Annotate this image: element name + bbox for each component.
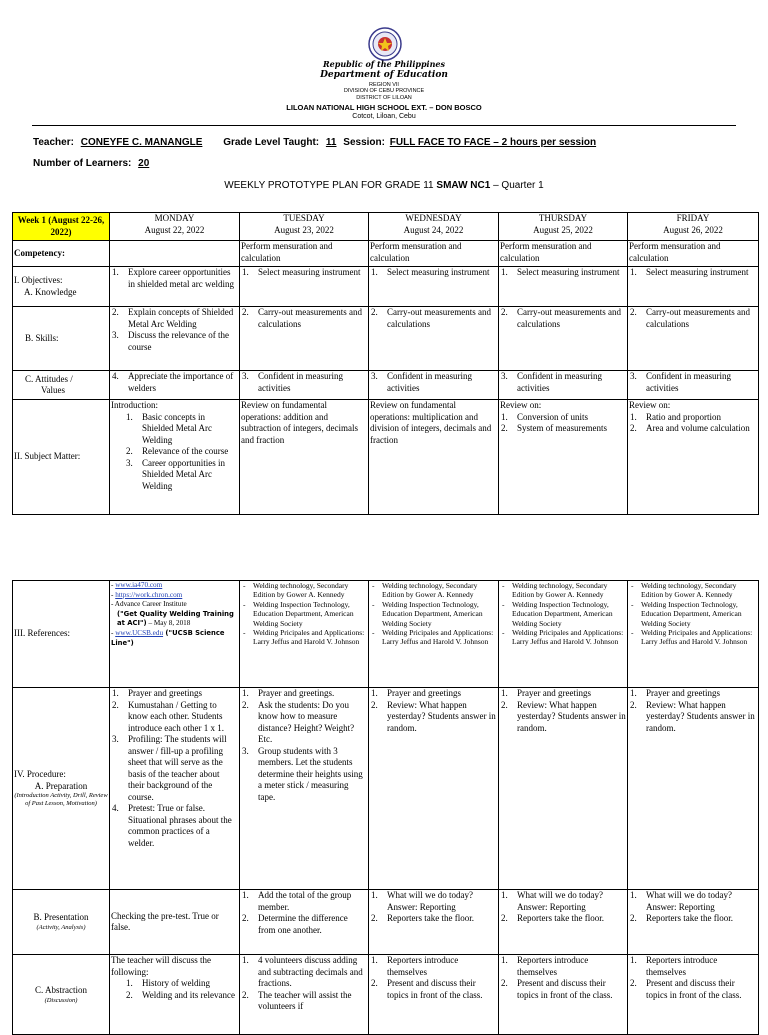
- skills-cell: 2. Carry-out measurements and calculations: [240, 307, 369, 371]
- reference-book: Welding Pricipales and Applications: Larry Jeffus and Harold V. Johnson: [512, 628, 624, 647]
- subject-friday: Review on: 1. Ratio and proportion 2. Area and volume calculation: [628, 400, 759, 515]
- reference-book: Welding technology, Secondary Edition by Gower A. Kennedy: [253, 581, 349, 600]
- preparation-monday: 1. Prayer and greetings 2. Kumustahan / Getting to know each other. Students introduce each other 1 x 1. 3. Profiling: The students will answer / fill-up a profiling sheet that will serve as the basis of the teacher about their background of the course. 4. Pretest: True or false. Situational phrases about the common practices of a welder.: [110, 688, 240, 890]
- plan-table-1: [12, 212, 759, 515]
- day-date: August 23, 2022: [274, 224, 334, 235]
- preparation-item: Review: What happen yesterday? Students answer in random.: [387, 699, 496, 733]
- abstraction-monday: The teacher will discuss the following: 1. History of welding 2. Welding and its relevance: [110, 955, 240, 1035]
- skills-item: Carry-out measurements and calculations: [517, 307, 621, 329]
- reference-book: Welding Inspection Technology, Education Department, American Welding Society: [641, 599, 742, 628]
- subject-monday: Introduction: 1. Basic concepts in Shielded Metal Arc Welding 2. Relevance of the course 3. Career opportunities in Shielded Metal Arc Welding: [110, 400, 240, 515]
- subject-item: Area and volume calculation: [646, 423, 750, 433]
- reference-book: Welding technology, Secondary Edition by Gower A. Kennedy: [512, 581, 608, 600]
- reference-link[interactable]: https://work.chron.com: [115, 590, 183, 599]
- plan-title: [0, 180, 768, 191]
- references-cell: - Welding technology, Secondary Edition by Gower A. Kennedy - Welding Inspection Technology, Education Department, American Welding Society - Welding Pricipales and Applications: Larry Jeffus and Harold V. Johnson: [240, 581, 369, 688]
- presentation-tuesday: 1. Add the total of the group member. 2. Determine the difference from one another.: [240, 890, 369, 955]
- republic-line: Republic of the Philippines: [322, 59, 445, 69]
- competency-cell: Perform mensuration and calculation: [628, 241, 759, 267]
- knowledge-cell: 1. Select measuring instrument: [499, 267, 628, 307]
- abstraction-item: The teacher will assist the volunteers if: [258, 989, 352, 1011]
- skills-cell: 2. Carry-out measurements and calculations: [369, 307, 499, 371]
- subject-wednesday: Review on fundamental operations: multiplication and division of integers, decimals and fraction: [369, 400, 499, 515]
- grade-label: Grade Level Taught:: [223, 137, 320, 148]
- reference-text: Advance Career Institute: [114, 600, 187, 609]
- attitudes-label: [13, 371, 110, 400]
- presentation-item: Reporters take the floor.: [517, 913, 604, 923]
- header-divider: [32, 125, 736, 126]
- reference-quote: ("UCSB Science Line"): [111, 628, 225, 647]
- plan-title-subject: SMAW NC1: [436, 180, 491, 191]
- day-date: August 24, 2022: [403, 224, 464, 235]
- preparation-item: Prayer and greetings: [128, 688, 202, 698]
- attitudes-item: Confident in measuring activities: [517, 371, 602, 393]
- day-monday: [110, 213, 240, 241]
- skills-item: Carry-out measurements and calculations: [387, 307, 491, 329]
- day-friday: [628, 213, 759, 241]
- competency-cell: Perform mensuration and calculation: [369, 241, 499, 267]
- day-date: August 26, 2022: [663, 224, 723, 235]
- preparation-item: Ask the students: Do you know how to measure distance? Height? Weight? Etc.: [258, 699, 355, 744]
- reference-book: Welding Inspection Technology, Education Department, American Welding Society: [512, 599, 613, 628]
- abstraction-item: Reporters introduce themselves: [387, 955, 459, 977]
- abstraction-item: Welding and its relevance: [142, 989, 235, 1000]
- preparation-item: Prayer and greetings: [387, 688, 461, 698]
- subject-intro: Introduction:: [111, 400, 158, 410]
- day-wednesday: [369, 213, 499, 241]
- learners-value: 20: [138, 158, 150, 169]
- abstraction-item: Reporters introduce themselves: [517, 955, 589, 977]
- day-name: TUESDAY: [283, 213, 325, 223]
- competency-monday: [110, 241, 240, 267]
- abstraction-item: Present and discuss their topics in front of the class.: [646, 978, 742, 1000]
- reference-link[interactable]: www.ia470.com: [115, 581, 163, 589]
- teacher-info-line: [33, 137, 596, 148]
- plan-table-2: [12, 580, 759, 1035]
- preparation-cell: 1. Prayer and greetings 2. Review: What happen yesterday? Students answer in random.: [499, 688, 628, 890]
- subject-item: Career opportunities in Shielded Metal Arc Welding: [142, 457, 225, 491]
- skills-item: Discuss the relevance of the course: [128, 330, 229, 352]
- preparation-cell: 1. Prayer and greetings 2. Review: What happen yesterday? Students answer in random.: [369, 688, 499, 890]
- subject-thursday: Review on: 1. Conversion of units 2. System of measurements: [499, 400, 628, 515]
- presentation-monday: Checking the pre-test. True or false.: [110, 890, 240, 955]
- day-name: WEDNESDAY: [405, 213, 462, 223]
- day-date: August 22, 2022: [144, 224, 205, 235]
- knowledge-item: Select measuring instrument: [387, 267, 490, 277]
- preparation-item: Prayer and greetings.: [258, 688, 335, 698]
- reference-book: Welding Inspection Technology, Education Department, American Welding Society: [382, 599, 483, 628]
- skills-cell: 2. Carry-out measurements and calculations: [499, 307, 628, 371]
- knowledge-item: Select measuring instrument: [517, 267, 620, 277]
- preparation-item: Pretest: True or false. Situational phrases about the common practices of a welder.: [128, 803, 232, 848]
- objectives-label: [13, 267, 110, 307]
- learners-label: Number of Learners:: [33, 158, 132, 169]
- plan-title-text: WEEKLY PROTOTYPE PLAN FOR GRADE 11: [224, 180, 434, 191]
- references-cell: - Welding technology, Secondary Edition by Gower A. Kennedy - Welding Inspection Technology, Education Department, American Welding Society - Welding Pricipales and Applications: Larry Jeffus and Harold V. Johnson: [369, 581, 499, 688]
- attitudes-item: Confident in measuring activities: [646, 371, 731, 393]
- subject-item: Basic concepts in Shielded Metal Arc Welding: [142, 411, 212, 445]
- presentation-cell: 1. What will we do today? Answer: Reporting 2. Reporters take the floor.: [628, 890, 759, 955]
- division-line: DIVISION OF CEBU PROVINCE: [343, 88, 425, 94]
- knowledge-cell: 1. Select measuring instrument: [240, 267, 369, 307]
- school-name: LILOAN NATIONAL HIGH SCHOOL EXT. – DON BOSCO: [286, 103, 482, 112]
- attitudes-label-line2: Values: [41, 385, 65, 395]
- day-tuesday: [240, 213, 369, 241]
- school-address: Cotcot, Liloan, Cebu: [352, 113, 416, 120]
- objectives-heading: I. Objectives:: [14, 275, 63, 285]
- abstraction-item: Present and discuss their topics in front of the class.: [517, 978, 613, 1000]
- attitudes-tuesday: 3. Confident in measuring activities: [240, 371, 369, 400]
- preparation-heading: A. Preparation: [34, 780, 88, 791]
- preparation-item: Kumustahan / Getting to know each other. Students introduce each other 1 x 1.: [128, 699, 224, 733]
- procedure-heading: IV. Procedure:: [14, 769, 66, 779]
- day-date: August 25, 2022: [533, 224, 593, 235]
- competency-cell: Perform mensuration and calculation: [499, 241, 628, 267]
- preparation-item: Review: What happen yesterday? Students answer in random.: [517, 699, 626, 733]
- competency-label: Competency:: [13, 241, 110, 267]
- preparation-item: Profiling: The students will answer / fill-up a profiling sheet that will serve as the basis of the teacher about their background of the course.: [128, 734, 227, 802]
- plan-title-quarter: – Quarter 1: [493, 180, 544, 191]
- abstraction-item: Reporters introduce themselves: [646, 955, 718, 977]
- reference-book: Welding technology, Secondary Edition by Gower A. Kennedy: [641, 581, 737, 600]
- subject-intro: Review on:: [500, 400, 542, 410]
- references-label: III. References:: [13, 581, 110, 688]
- teacher-name: CONEYFE C. MANANGLE: [80, 137, 203, 148]
- attitudes-cell: 3. Confident in measuring activities: [369, 371, 499, 400]
- attitudes-item: Confident in measuring activities: [387, 371, 472, 393]
- subject-label: II. Subject Matter:: [13, 400, 110, 515]
- presentation-heading: B. Presentation: [33, 912, 89, 923]
- department-line: Department of Education: [320, 70, 448, 80]
- region-line: REGION VII: [369, 82, 399, 88]
- presentation-cell: 1. What will we do today? Answer: Reporting 2. Reporters take the floor.: [369, 890, 499, 955]
- grade-value: 11: [325, 137, 337, 148]
- references-cell: - Welding technology, Secondary Edition by Gower A. Kennedy - Welding Inspection Technology, Education Department, American Welding Society - Welding Pricipales and Applications: Larry Jeffus and Harold V. Johnson: [628, 581, 759, 688]
- reference-book: Welding technology, Secondary Edition by Gower A. Kennedy: [382, 581, 478, 600]
- preparation-note: (Introduction Activity, Drill, Review of Past Lesson, Motivation): [14, 792, 108, 807]
- preparation-item: Prayer and greetings: [517, 688, 591, 698]
- subject-item: Conversion of units: [517, 411, 588, 422]
- abstraction-item: 4 volunteers discuss adding and subtracting decimals and fractions.: [258, 955, 363, 988]
- preparation-cell: 1. Prayer and greetings 2. Review: What happen yesterday? Students answer in random.: [628, 688, 759, 890]
- skills-cell: 2. Carry-out measurements and calculations: [628, 307, 759, 371]
- abstraction-note: (Discussion): [44, 996, 78, 1004]
- presentation-label: [13, 890, 110, 955]
- references-cell: - Welding technology, Secondary Edition by Gower A. Kennedy - Welding Inspection Technology, Education Department, American Welding Society - Welding Pricipales and Applications: Larry Jeffus and Harold V. Johnson: [499, 581, 628, 688]
- presentation-item: Determine the difference from one another.: [258, 913, 348, 935]
- preparation-item: Group students with 3 members. Let the students determine their heights using a meter stick / measuring tape.: [258, 745, 363, 802]
- session-label: Session:: [343, 137, 385, 148]
- skills-label: B. Skills:: [13, 307, 110, 371]
- abstraction-item: History of welding: [142, 978, 210, 988]
- skills-monday: 2. Explain concepts of Shielded Metal Arc Welding 3. Discuss the relevance of the course: [110, 307, 240, 371]
- presentation-item: What will we do today? Answer: Reporting: [387, 890, 473, 912]
- presentation-item: Reporters take the floor.: [646, 913, 733, 923]
- attitudes-item: Appreciate the importance of welders: [128, 371, 234, 393]
- presentation-item: Reporters take the floor.: [387, 913, 474, 923]
- reference-book: Welding Pricipales and Applications: Larry Jeffus and Harold V. Johnson: [253, 628, 365, 647]
- reference-quote: ("Get Quality Welding Training at ACI"): [117, 609, 234, 628]
- presentation-item: Add the total of the group member.: [258, 890, 352, 912]
- preparation-label: [13, 688, 110, 890]
- presentation-note: (Activity, Analysis): [36, 923, 86, 931]
- skills-item: Carry-out measurements and calculations: [258, 307, 362, 329]
- reference-book: Welding Pricipales and Applications: Larry Jeffus and Harold V. Johnson: [641, 628, 753, 647]
- attitudes-cell: 3. Confident in measuring activities: [499, 371, 628, 400]
- presentation-cell: 1. What will we do today? Answer: Reporting 2. Reporters take the floor.: [499, 890, 628, 955]
- learners-info-line: [33, 158, 149, 169]
- subject-item: System of measurements: [517, 423, 607, 433]
- attitudes-monday: 4. Appreciate the importance of welders: [110, 371, 240, 400]
- abstraction-heading: C. Abstraction: [35, 985, 87, 995]
- reference-link[interactable]: www.UCSB.edu: [115, 628, 164, 637]
- attitudes-label-line1: C. Attitudes /: [25, 373, 73, 384]
- week-label: Week 1 (August 22-26, 2022): [13, 213, 110, 241]
- abstraction-tuesday: 1. 4 volunteers discuss adding and subtracting decimals and fractions. 2. The teacher will assist the volunteers if: [240, 955, 369, 1035]
- abstraction-cell: 1. Reporters introduce themselves 2. Present and discuss their topics in front of the class.: [369, 955, 499, 1035]
- abstraction-label: [13, 955, 110, 1035]
- reference-book: Welding Pricipales and Applications: Larry Jeffus and Harold V. Johnson: [382, 628, 494, 647]
- presentation-item: What will we do today? Answer: Reporting: [646, 890, 732, 912]
- day-thursday: [499, 213, 628, 241]
- reference-book: Welding Inspection Technology, Education Department, American Welding Society: [253, 599, 354, 628]
- teacher-label: Teacher:: [33, 137, 74, 148]
- competency-cell: Perform mensuration and calculation: [240, 241, 369, 267]
- references-monday: - www.ia470.com - https://work.chron.com - Advance Career Institute ("Get Quality Welding Training at ACI") – May 8, 2018 - www.UCSB.edu ("UCSB Science Line"): [110, 581, 240, 688]
- attitudes-cell: 3. Confident in measuring activities: [628, 371, 759, 400]
- knowledge-monday: 1. Explore career opportunities in shielded metal arc welding: [110, 267, 240, 307]
- subject-tuesday: Review on fundamental operations: addition and subtraction of integers, decimals and fraction: [240, 400, 369, 515]
- attitudes-item: Confident in measuring activities: [258, 371, 343, 393]
- abstraction-cell: 1. Reporters introduce themselves 2. Present and discuss their topics in front of the class.: [499, 955, 628, 1035]
- skills-item: Explain concepts of Shielded Metal Arc Welding: [128, 307, 234, 329]
- subject-item: Relevance of the course: [142, 446, 229, 456]
- abstraction-item: Present and discuss their topics in front of the class.: [387, 978, 483, 1000]
- abstraction-cell: 1. Reporters introduce themselves 2. Present and discuss their topics in front of the class.: [628, 955, 759, 1035]
- district-line: DISTRICT OF LILOAN: [356, 95, 412, 101]
- day-name: MONDAY: [154, 213, 195, 223]
- reference-date: – May 8, 2018: [146, 619, 191, 628]
- day-name: FRIDAY: [676, 213, 710, 223]
- subject-item: Ratio and proportion: [646, 411, 721, 422]
- knowledge-item: Explore career opportunities in shielded metal arc welding: [128, 267, 234, 289]
- knowledge-cell: 1. Select measuring instrument: [369, 267, 499, 307]
- knowledge-cell: 1. Select measuring instrument: [628, 267, 759, 307]
- knowledge-item: Select measuring instrument: [646, 267, 749, 277]
- subject-intro: Review on:: [629, 400, 671, 410]
- abstraction-intro: The teacher will discuss the following:: [111, 955, 211, 977]
- preparation-item: Review: What happen yesterday? Students answer in random.: [646, 699, 755, 733]
- preparation-item: Prayer and greetings: [646, 688, 720, 698]
- session-value: FULL FACE TO FACE – 2 hours per session: [389, 137, 597, 148]
- knowledge-label: A. Knowledge: [24, 286, 77, 297]
- presentation-item: What will we do today? Answer: Reporting: [517, 890, 603, 912]
- skills-item: Carry-out measurements and calculations: [646, 307, 750, 329]
- preparation-tuesday: 1. Prayer and greetings. 2. Ask the students: Do you know how to measure distance? Height? Weight? Etc. 3. Group students with 3 members. Let the students determine their heights using a meter stick / measuring tape.: [240, 688, 369, 890]
- day-name: THURSDAY: [538, 213, 588, 223]
- deped-seal-icon: [368, 27, 402, 61]
- knowledge-item: Select measuring instrument: [258, 267, 361, 277]
